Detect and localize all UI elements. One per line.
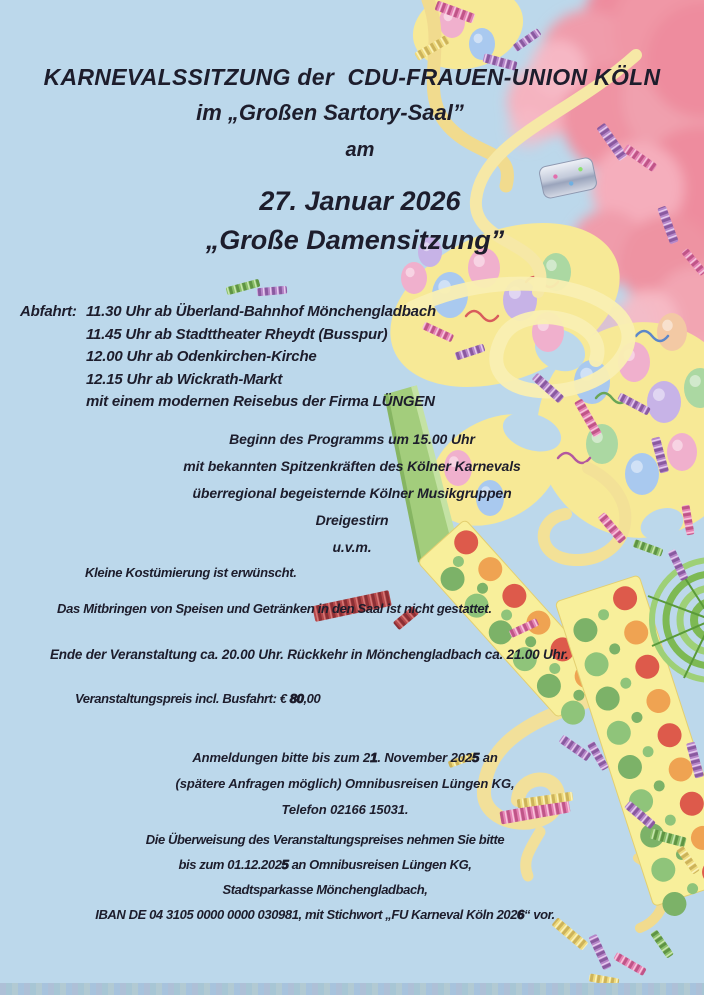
text-line xyxy=(0,771,690,797)
text-segment: Die Überweisung des Veranstaltungspreises nehmen Sie bitte xyxy=(145,832,505,847)
text-line xyxy=(0,797,690,823)
text-segment: Veranstaltungspreis incl. Busfahrt: € xyxy=(75,691,290,706)
text-line: Beginn des Programms um 15.00 Uhr xyxy=(229,431,475,447)
text-segment: IBAN DE 04 3105 0000 0000 030981, mit Stichwort „FU Karneval Köln 202 xyxy=(95,907,518,922)
text-line xyxy=(0,827,650,852)
venue-line: im „Großen Sartory-Saal” xyxy=(196,100,464,125)
departure-stops xyxy=(86,301,436,414)
program-block xyxy=(0,426,704,561)
costume-note: Kleine Kostümierung ist erwünscht. xyxy=(85,565,297,580)
text-segment: “ vor. xyxy=(523,907,555,922)
departure-label: Abfahrt: xyxy=(20,303,77,320)
text-line: überregional begeisternde Kölner Musikgruppen xyxy=(192,485,512,501)
title-line: KARNEVALSSITZUNG der CDU-FRAUEN-UNION KÖLN xyxy=(43,64,661,90)
end-time-note: Ende der Veranstaltung ca. 20.00 Uhr. Rückkehr in Mönchengladbach ca. 21.00 Uhr. xyxy=(50,647,569,662)
overprinted-text: 6 xyxy=(517,907,524,922)
event-date: 27. Januar 2026 xyxy=(259,186,461,216)
text-line xyxy=(0,745,690,771)
text-line xyxy=(0,852,650,877)
payment-block xyxy=(0,827,650,927)
event-name: „Große Damensitzung” xyxy=(205,225,505,255)
text-line xyxy=(0,902,650,927)
food-note: Das Mitbringen von Speisen und Getränken in den Saal ist nicht gestattet. xyxy=(57,601,492,616)
am-line: am xyxy=(345,139,375,161)
overprinted-text: 80 xyxy=(289,691,304,706)
text-line: 11.45 Uhr ab Stadttheater Rheydt (Busspur) xyxy=(86,325,388,343)
overprinted-text: 5 xyxy=(281,857,289,872)
text-line: 12.00 Uhr ab Odenkirchen-Kirche xyxy=(86,348,317,365)
price-line xyxy=(75,691,320,706)
departure-block xyxy=(20,301,436,414)
overprinted-text: 5 xyxy=(472,750,480,765)
text-segment: ,00 xyxy=(303,691,321,706)
bottom-edge-strip xyxy=(0,983,704,995)
overprinted-text: 1 xyxy=(370,750,378,765)
text-segment: . November 202 xyxy=(377,750,473,765)
text-segment: bis zum 01.12.202 xyxy=(178,857,282,872)
text-line: Dreigestirn xyxy=(315,512,389,528)
text-segment: Stadtsparkasse Mönchengladbach, xyxy=(222,882,428,897)
text-line: mit einem modernen Reisebus der Firma LÜNGEN xyxy=(86,393,435,410)
registration-block xyxy=(0,745,690,823)
text-line xyxy=(0,877,650,902)
text-line: 12.15 Uhr ab Wickrath-Markt xyxy=(86,370,283,388)
text-segment: Anmeldungen bitte bis zum 2 xyxy=(192,750,371,765)
text-line: 11.30 Uhr ab Überland-Bahnhof Mönchengladbach xyxy=(86,303,436,320)
text-line: u.v.m. xyxy=(332,539,372,555)
text-line: mit bekannten Spitzenkräften des Kölner Karnevals xyxy=(183,458,521,474)
text-segment: (spätere Anfragen möglich) Omnibusreisen Lüngen KG, xyxy=(175,776,515,791)
text-segment: an Omnibusreisen Lüngen KG, xyxy=(288,857,472,872)
text-segment: an xyxy=(479,750,498,765)
text-segment: Telefon 02166 15031. xyxy=(281,802,409,817)
